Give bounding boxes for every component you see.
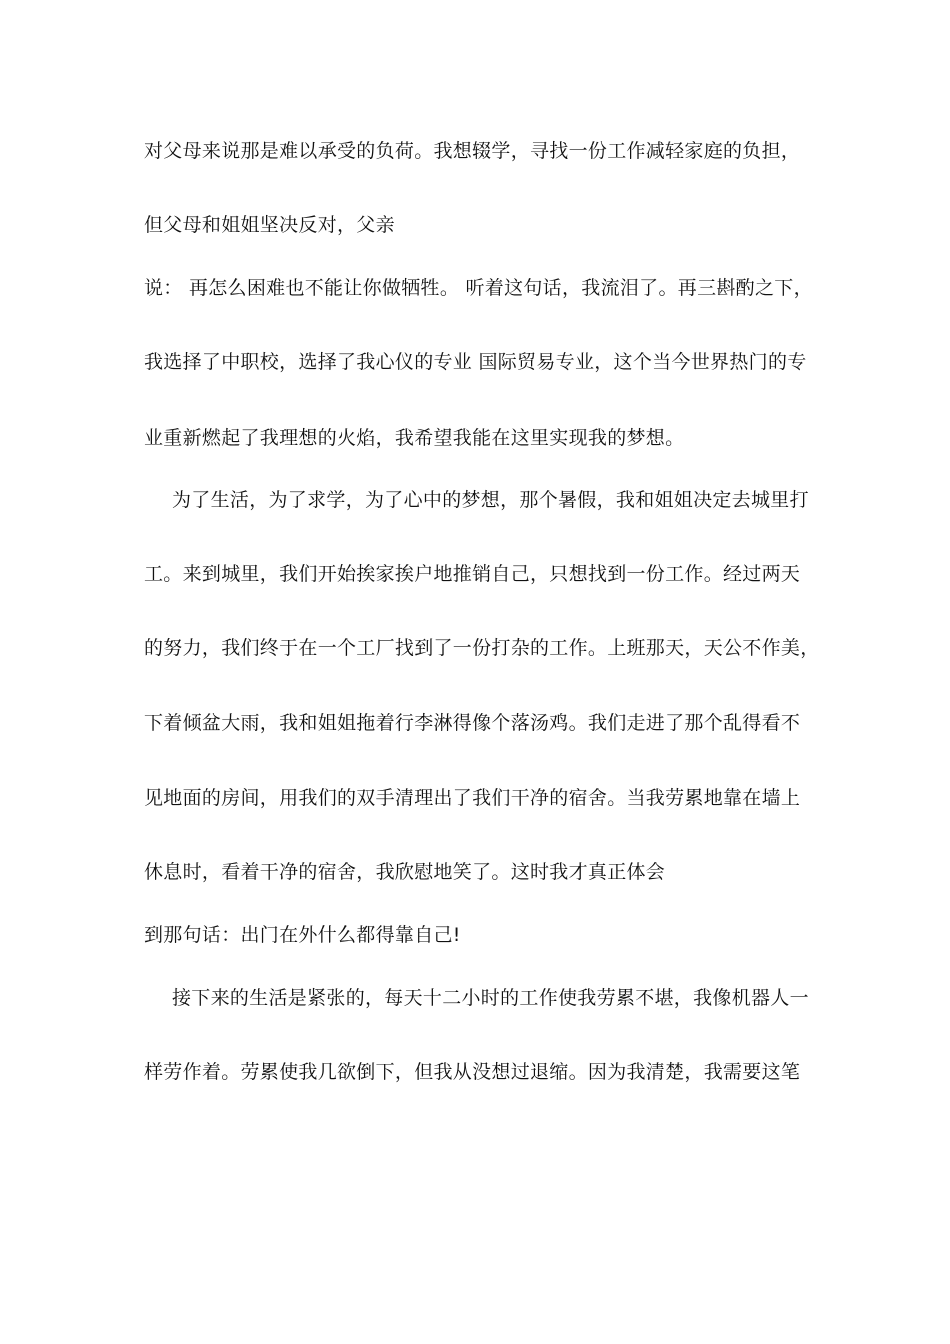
text-line: 我选择了中职校，选择了我心仪的专业 国际贸易专业，这个当今世界热门的专 [144,351,807,373]
text-line: 下着倾盆大雨，我和姐姐拖着行李淋得像个落汤鸡。我们走进了那个乱得看不 [144,712,801,734]
text-line: 接下来的生活是紧张的，每天十二小时的工作使我劳累不堪，我像机器人一 [172,987,809,1009]
text-line: 业重新燃起了我理想的火焰，我希望我能在这里实现我的梦想。 [144,427,685,449]
text-line: 到那句话：出门在外什么都得靠自己! [144,924,461,946]
text-line: 但父母和姐姐坚决反对，父亲 [144,214,395,236]
text-line: 的努力，我们终于在一个工厂找到了一份打杂的工作。上班那天，天公不作美， [144,637,820,659]
text-line: 为了生活，为了求学，为了心中的梦想，那个暑假，我和姐姐决定去城里打 [172,489,809,511]
text-line: 样劳作着。劳累使我几欲倒下，但我从没想过退缩。因为我清楚，我需要这笔 [144,1061,801,1083]
text-line: 见地面的房间，用我们的双手清理出了我们干净的宿舍。当我劳累地靠在墙上 [144,787,801,809]
text-line: 说： 再怎么困难也不能让你做牺牲。 听着这句话，我流泪了。再三斟酌之下， [144,277,813,299]
text-line: 对父母来说那是难以承受的负荷。我想辍学，寻找一份工作减轻家庭的负担， [144,140,801,162]
text-line: 工。来到城里，我们开始挨家挨户地推销自己，只想找到一份工作。经过两天 [144,563,801,585]
text-line: 休息时，看着干净的宿舍，我欣慰地笑了。这时我才真正体会 [144,861,666,883]
